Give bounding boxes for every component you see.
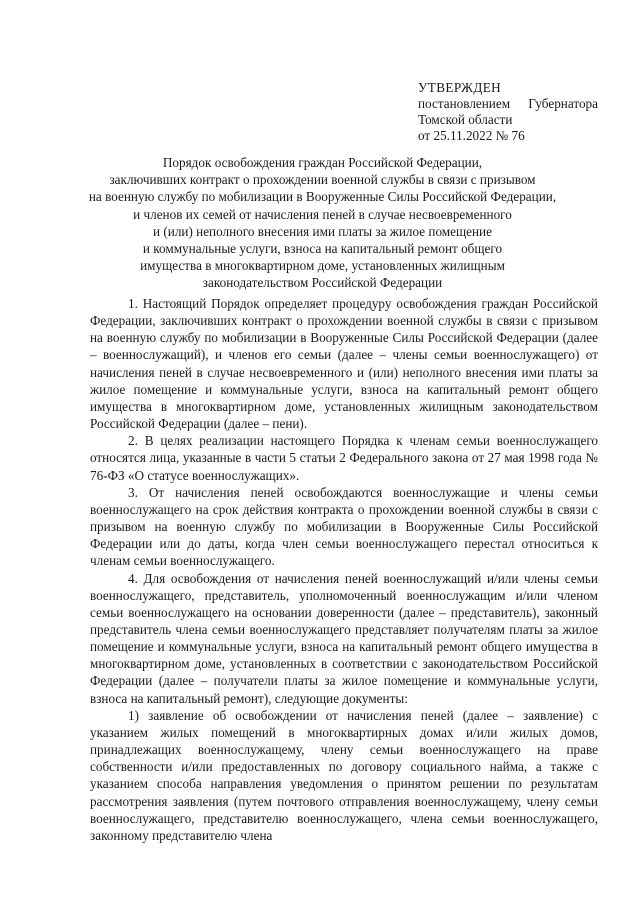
paragraph-3: 3. От начисления пеней освобождаются военнослужащие и члены семьи военнослужащего на срок действия контракта о прохождении военной службы в связи с призывом на военную службу по мобилизации в Вооруженные Силы Российской Федерации или до даты, когда член семьи военнослужащего перестал относиться к членам семьи военнослужащего. [90,484,598,569]
approved-heading: УТВЕРЖДЕН [418,80,502,95]
paragraph-4-item-1: 1) заявление об освобождении от начисления пеней (далее – заявление) с указанием жилых помещений в многоквартирных домах и/или жилых домов, принадлежащих военнослужащему, члену семьи военнослужащего на праве собственности и/или предоставленных по договору социального найма, а также с указанием способа направления уведомления о принятом решении по результатам рассмотрения заявления (путем почтового отправления военнослужащему, члену семьи военнослужащего, представителю военнослужащего, члена семьи военнослужащего, законному представителю члена [90,707,598,843]
title-line: на военную службу по мобилизации в Вооруженные Силы Российской Федерации, [88,189,557,205]
title-line: и членов их семей от начисления пеней в случае несвоевременного [133,206,512,222]
title-line: Порядок освобождения граждан Российской Федерации, [162,155,483,170]
paragraph-1: 1. Настоящий Порядок определяет процедуру освобождения граждан Российской Федерации, заключивших контракт о прохождении военной службы в связи с призывом на военную службу по мобилизации в Вооруженные Силы Российской Федерации (далее – военнослужащий), и членов его семьи (далее – члены семьи военнослужащего) от начисления пеней в случае несвоевременного и (или) неполного внесения ими платы за жилое помещение и коммунальные услуги, взноса на капитальный ремонт общего имущества в многоквартирном доме, установленных жилищным законодательством Российской Федерации (далее – пени). [90,296,598,432]
title-line: и (или) неполного внесения ими платы за жилое помещение [153,223,492,239]
approval-region-line: Томской области [418,112,513,127]
approval-date-number-line: от 25.11.2022 № 76 [418,128,525,143]
paragraph-2: 2. В целях реализации настоящего Порядка к членам семьи военнослужащего относятся лица, указанные в части 5 статьи 2 Федерального закона от 27 мая 1998 года № 76-ФЗ «О статусе военнослужащих». [90,433,598,483]
approval-block [418,80,598,144]
approval-resolution-line: постановлением Губернатора [418,96,598,111]
document-title [80,154,565,292]
title-line: заключивших контракт о прохождении военной службы в связи с призывом [109,172,536,188]
title-line: законодательством Российской Федерации [202,275,443,291]
title-line: и коммунальные услуги, взноса на капитальный ремонт общего [142,241,503,257]
document-body [90,295,598,844]
paragraph-4: 4. Для освобождения от начисления пеней военнослужащий и/или члены семьи военнослужащего, представитель, уполномоченный военнослужащим и/или членом семьи военнослужащего на основании доверенности (далее – представитель), законный представитель члена семьи военнослужащего представляет получателям платы за жилое помещение и коммунальные услуги, взноса на капитальный ремонт общего имущества в многоквартирном доме, установленных в соответствии с законодательством Российской Федерации (далее – получатели платы за жилое помещение и коммунальные услуги, взноса на капитальный ремонт), следующие документы: [90,570,598,706]
title-line: имущества в многоквартирном доме, установленных жилищным [140,258,505,274]
